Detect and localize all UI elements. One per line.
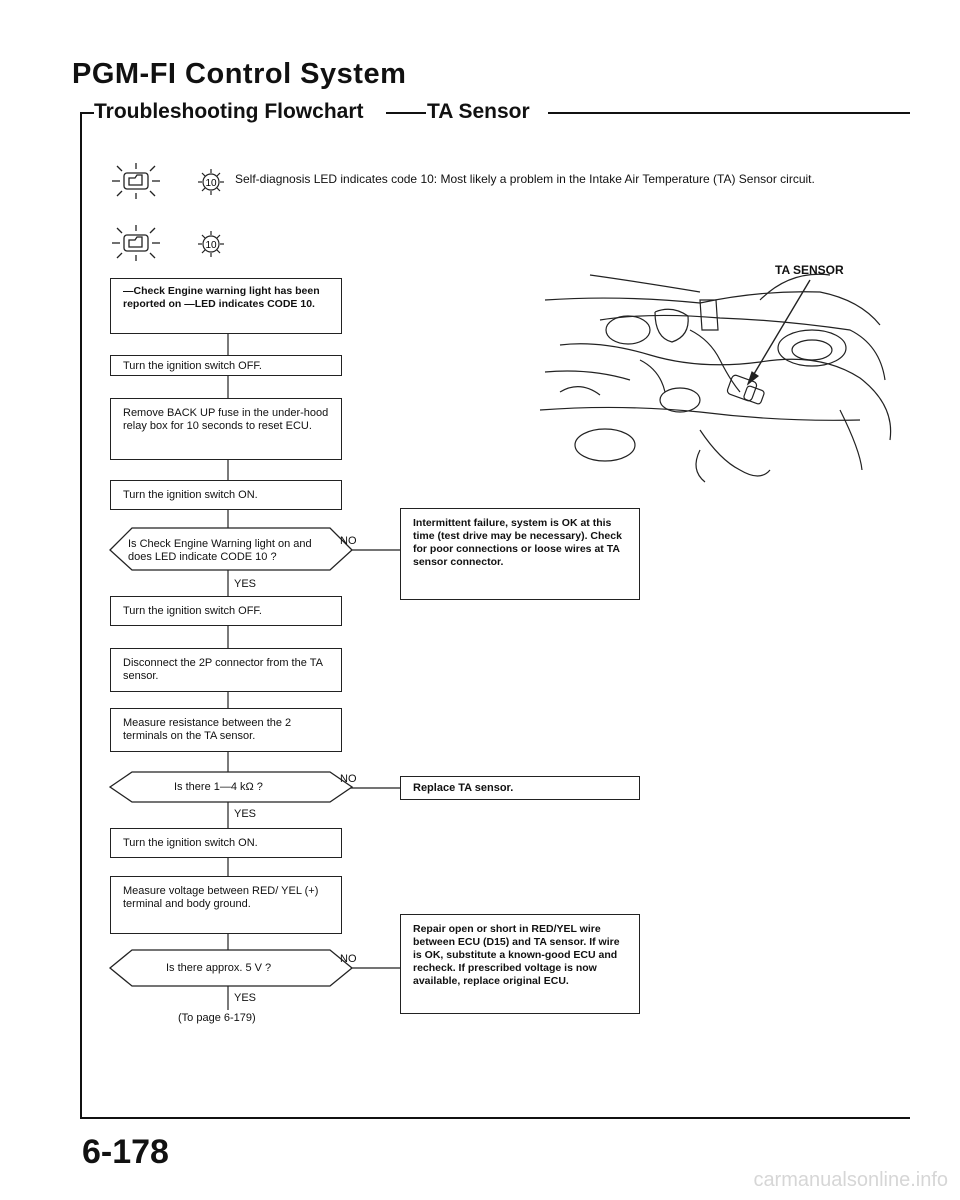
sensor-pointer [748,280,810,384]
watermark: carmanualsonline.info [753,1169,948,1191]
section-title: TA Sensor [427,100,530,123]
flowchart-subtitle: Troubleshooting Flowchart [94,100,364,123]
flow-step-ignition-off-2: Turn the ignition switch OFF. [110,596,342,626]
flow-step-measure-resistance: Measure resistance between the 2 terminals on the TA sensor. [110,708,342,752]
decision-1-yes: YES [234,578,257,590]
decision-1-no: NO [340,535,357,547]
flow-step-ignition-off: Turn the ignition switch OFF. [110,355,342,376]
result-repair-box: Repair open or short in RED/YEL wire between ECU (D15) and TA sensor. If wire is OK, substitute a known-good ECU and recheck. If prescribed voltage is now available, replace original ECU. [400,914,640,1014]
result-intermittent-box: Intermittent failure, system is OK at this time (test drive may be necessary). Check for poor connections or loose wires at TA sensor connector. [400,508,640,600]
flow-step-ignition-on: Turn the ignition switch ON. [110,480,342,510]
flow-step-disconnect: Disconnect the 2P connector from the TA sensor. [110,648,342,692]
led-code-text-2: 10 [205,240,217,251]
decision-1-text: Is Check Engine Warning light on and does LED indicate CODE 10 ? [128,538,312,563]
page-number: 6-178 [82,1133,169,1171]
decision-2-yes: YES [234,808,257,820]
decision-2-text: Is there 1—4 kΩ ? [174,781,263,793]
check-engine-light-icon [112,163,160,199]
check-engine-light-icon-2 [112,225,160,261]
decision-3-text: Is there approx. 5 V ? [166,962,272,974]
to-page-ref: (To page 6-179) [178,1012,256,1024]
decision-3-yes: YES [234,992,257,1004]
decision-3-no: NO [340,953,357,965]
ta-sensor-illustration [540,274,891,482]
decision-2-no: NO [340,773,357,785]
page-title: PGM-FI Control System [72,58,407,90]
result-replace-box: Replace TA sensor. [400,776,640,800]
ta-sensor-label: TA SENSOR [775,263,844,277]
flow-step-ignition-on-2: Turn the ignition switch ON. [110,828,342,858]
intro-description: Self-diagnosis LED indicates code 10: Most likely a problem in the Intake Air Temperature (TA) Sensor circuit. [235,172,815,186]
flow-step-remove-fuse: Remove BACK UP fuse in the under-hood relay box for 10 seconds to reset ECU. [110,398,342,460]
flow-start-box: —Check Engine warning light has been reported on —LED indicates CODE 10. [110,278,342,334]
led-code-text: 10 [205,178,217,189]
flow-step-measure-voltage: Measure voltage between RED/ YEL (+) terminal and body ground. [110,876,342,934]
